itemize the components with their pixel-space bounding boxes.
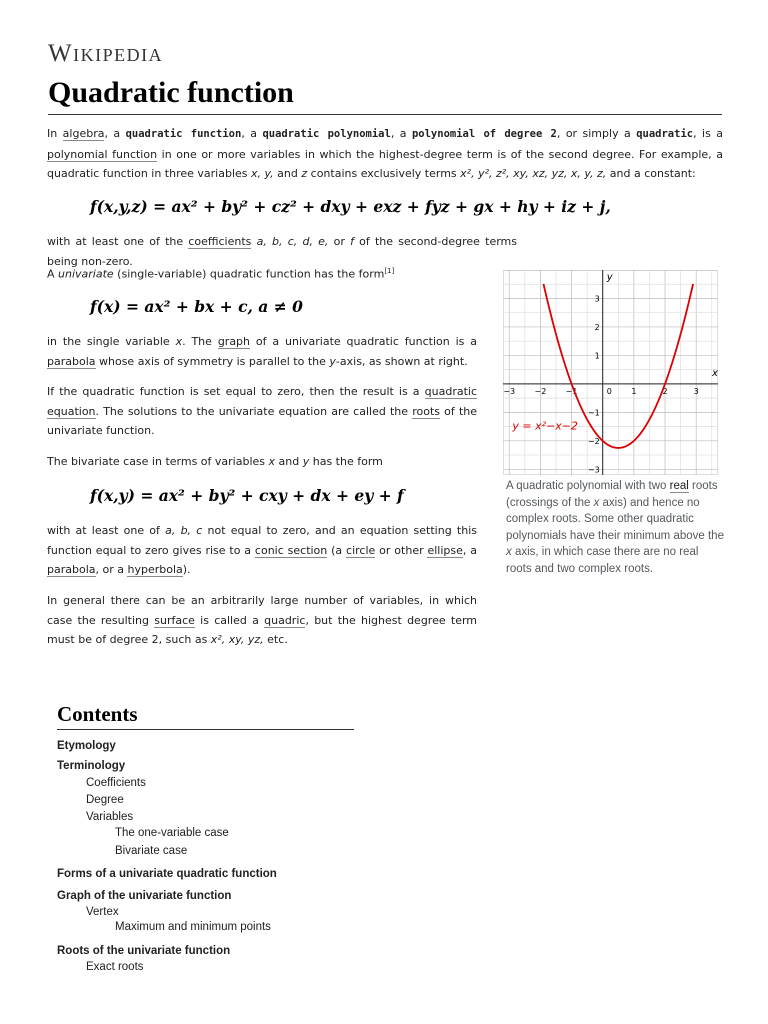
toc-item-one-variable-case[interactable]: The one-variable case <box>115 827 229 839</box>
toc-item-forms[interactable]: Forms of a univariate quadratic function <box>57 868 277 880</box>
y-tick-label: −2 <box>587 436 600 446</box>
y-axis-label: y <box>606 272 613 283</box>
paragraph-coefficients: with at least one of the coefficients a, b, c, d, e, or f of the second-degree terms being non-zero. <box>47 235 517 268</box>
link-parabola-2[interactable]: parabola <box>47 563 96 576</box>
paragraph-conic: with at least one of a, b, c not equal to zero, and an equation setting this function equal to zero gives rise to a conic section (a circle or other ellipse, a parabola, or a hyperbola). <box>47 524 478 576</box>
page-title: Quadratic function <box>48 76 722 115</box>
chart-frame <box>504 271 718 475</box>
wikipedia-wordmark[interactable]: Wikipedia <box>48 40 164 67</box>
y-tick-label: −1 <box>587 408 600 418</box>
toc-item-bivariate-case[interactable]: Bivariate case <box>115 845 188 857</box>
table-of-contents <box>57 702 357 973</box>
toc-title: Contents <box>57 702 354 730</box>
x-tick-label: −3 <box>503 386 516 396</box>
toc-item-degree[interactable]: Degree <box>86 794 124 806</box>
link-hyperbola[interactable]: hyperbola <box>127 563 183 576</box>
y-tick-label: 1 <box>594 351 600 361</box>
link-quadric[interactable]: quadric <box>264 613 306 627</box>
toc-item-etymology[interactable]: Etymology <box>57 740 116 752</box>
x-tick-label: 3 <box>693 386 699 396</box>
link-coefficients[interactable]: coefficients <box>188 235 252 248</box>
equation-bivariate: f(x,y) = ax² + by² + cxy + dx + ey + f <box>90 486 404 505</box>
x-tick-label: 1 <box>631 386 637 396</box>
link-circle[interactable]: circle <box>346 543 376 557</box>
x-axis-label: x <box>712 367 718 379</box>
toc-item-max-min-points[interactable]: Maximum and minimum points <box>115 921 271 933</box>
toc-item-exact-roots[interactable]: Exact roots <box>86 961 144 973</box>
equation-univariate: f(x) = ax² + bx + c, a ≠ 0 <box>90 297 303 316</box>
paragraph-bivariate: The bivariate case in terms of variables x and y has the form <box>47 455 383 468</box>
paragraph-graph: in the single variable x. The graph of a univariate quadratic function is a parabola whose axis of symmetry is parallel to the y-axis, as shown at right. <box>47 335 478 368</box>
toc-item-coefficients[interactable]: Coefficients <box>86 777 146 789</box>
y-tick-label: 2 <box>594 322 600 332</box>
link-conic-section[interactable]: conic section <box>254 543 328 557</box>
link-parabola[interactable]: parabola <box>47 354 96 368</box>
x-tick-label: −2 <box>534 386 547 396</box>
x-tick-label: −1 <box>565 386 578 396</box>
curve-label: y = x²−x−2 <box>512 419 578 433</box>
paragraph-roots: If the quadratic function is set equal to zero, then the result is a quadratic equation. The solutions to the univariate equation are called the roots of the univariate function. <box>47 385 477 437</box>
toc-item-roots[interactable]: Roots of the univariate function <box>57 945 231 957</box>
link-real[interactable]: real <box>669 480 689 492</box>
citation-1[interactable]: [1] <box>384 267 395 275</box>
y-tick-label: 3 <box>594 294 600 304</box>
paragraph-univariate: A univariate (single-variable) quadratic function has the form[1] <box>47 267 395 281</box>
paragraph-quadric: In general there can be an arbitrarily large number of variables, in which case the resulting surface is called a quadric, but the highest degree term must be of degree 2, such as x², xy, yz, etc. <box>47 594 478 646</box>
x-tick-label: 2 <box>662 386 668 396</box>
parabola-chart[interactable] <box>503 270 718 475</box>
x-tick-label: 0 <box>606 386 612 396</box>
toc-item-vertex[interactable]: Vertex <box>86 906 119 918</box>
y-tick-label: −3 <box>587 465 600 475</box>
link-graph[interactable]: graph <box>217 335 251 348</box>
equation-trivariate: f(x,y,z) = ax² + by² + cz² + dxy + exz + fyz + gx + hy + iz + j, <box>90 197 611 216</box>
toc-item-terminology[interactable]: Terminology <box>57 760 126 772</box>
link-ellipse[interactable]: ellipse <box>427 543 463 557</box>
figure-caption: A quadratic polynomial with two real roots (crossings of the x axis) and hence no complex roots. Some other quadratic polynomials have their minimum above the x axis, in which case there are no real roots and two complex roots. <box>506 480 724 575</box>
link-algebra[interactable]: algebra <box>62 127 105 140</box>
link-polynomial-function[interactable]: polynomial function <box>47 147 158 161</box>
toc-item-graph[interactable]: Graph of the univariate function <box>57 890 232 902</box>
link-roots[interactable]: roots <box>412 404 441 418</box>
toc-item-variables[interactable]: Variables <box>86 811 134 823</box>
link-surface[interactable]: surface <box>154 613 195 627</box>
link-quadratic-equation[interactable]: quadratic equation <box>47 385 477 418</box>
intro-paragraph: In algebra, a quadratic function, a quadratic polynomial, a polynomial of degree 2, or simply a quadratic, is a polynomial function in one or more variables in which the highest-degree term is of the second degree. For example, a quadratic function in three variables x, y, and z contains exclusively terms x², y², z², xy, xz, yz, x, y, z, and a constant: <box>47 127 724 180</box>
